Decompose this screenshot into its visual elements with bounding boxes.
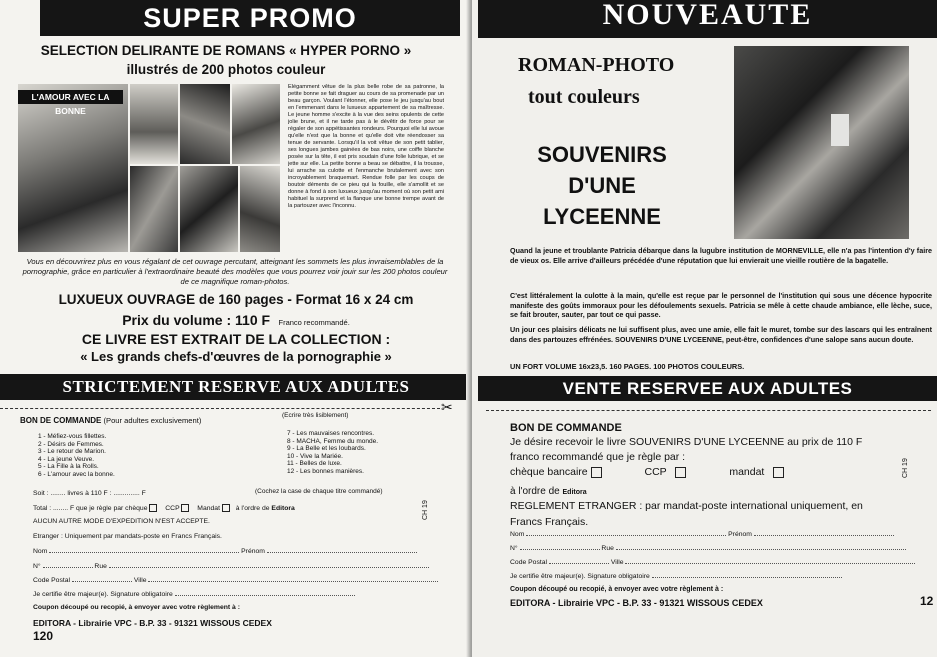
ccp-checkbox[interactable] <box>181 504 189 512</box>
right-code: CH 19 <box>902 458 909 478</box>
price: Prix du volume : 110 F <box>122 312 271 328</box>
city-field[interactable] <box>510 559 930 566</box>
cover-photo <box>734 46 909 239</box>
description-paragraph-1: Quand la jeune et troublante Patricia débarque dans la lugubre institution de MORNEVILLE, elle n'a pas l'intention d'y faire de vieux os. Elle arrive d'ailleurs précédée d'une réputation que lui envierait une vieille routière de la bagatelle. <box>510 246 932 265</box>
photo-novel-type: ROMAN-PHOTO <box>518 54 675 76</box>
payment-options <box>510 466 784 478</box>
certify-label: Je certifie être majeur(e). Signature obligatoire <box>510 573 650 580</box>
list-item[interactable]: 11 - Belles de luxe. <box>287 460 342 467</box>
total-label: Total : ........ F que je règle par chèque <box>33 504 148 512</box>
name-field[interactable] <box>510 531 930 538</box>
no-other-method: AUCUN AUTRE MODE D'EXPEDITION N'EST ACCEPTE. <box>33 518 210 525</box>
scissors-icon: ✂ <box>441 399 453 415</box>
photo-novel-color: tout couleurs <box>528 86 640 108</box>
list-item[interactable]: 6 - L'amour avec la bonne. <box>38 470 115 478</box>
name-field[interactable] <box>33 548 458 555</box>
cheque-checkbox[interactable] <box>591 467 602 478</box>
list-item[interactable]: 9 - La Belle et les loubards. <box>287 445 366 452</box>
photo-caption-bar: L'AMOUR AVEC LA BONNE <box>18 90 123 104</box>
ccp-label: CCP <box>165 504 180 512</box>
price-note: Franco recommandé. <box>278 318 350 327</box>
foreign-currency: Francs Français. <box>510 516 589 528</box>
story-summary: Élégamment vêtue de la plus belle robe de sa patronne, la petite bonne se fait draguer au cours de sa promenade par un beau garçon. Voulant l'étonner, elle pose le jeu jusqu'au bout en l'emmenant dans le luxueux appartement de sa maîtresse. Le jeune homme s'excite à la vue des seins opulents de cette jolie brune, et il ne tarde pas à le dévêtir de force pour se régaler de son appétissantes rondeurs. Pourquoi elle lui avoue qu'elle n'est que la bonne et qu'elle doit vite réendosser sa tenue de servante. Lorsqu'il la voit vêtue de son petit tablier, ses longues jambes gainées de bas noirs, une coiffe blanche posée sur la tête, il est pris soudain d'une folie lubrique, et se jette sur elle. La petite bonne a beau se débattre, il la trousse, lui arrache sa culotte et l'enmanche brutalement avec son incroyablement braquemart. Rendue folle par les coups de boutoir déments de ce pieu qui la fouille, elle s'amollit et se donne à fond à son luxueux jusqu'au moment où son petit ami habituel la surprend et la flanque une bonne trempe avant de la partouzer avec l'inconnu. <box>288 84 444 209</box>
name-label: Nom <box>33 548 48 555</box>
coupon-instructions: Coupon découpé ou recopié, à envoyer avec votre règlement à : <box>33 604 240 611</box>
order-of-line <box>510 486 587 497</box>
postal-code-label: Code Postal <box>33 577 71 584</box>
list-item[interactable]: 7 - Les mauvaises rencontres. <box>287 430 375 437</box>
book-title-line3: LYCEENNE <box>543 204 661 229</box>
list-item[interactable]: 5 - La Fille à la Rolls. <box>38 463 99 470</box>
number-label: N° <box>33 563 41 570</box>
book-title-line2: D'UNE <box>568 173 636 198</box>
order-form-subtitle: (Pour adultes exclusivement) <box>103 416 202 425</box>
street-label: Rue <box>94 563 107 570</box>
payment-line <box>33 504 295 512</box>
certify-line[interactable] <box>510 573 930 580</box>
description-paragraph-3: Un jour ces plaisirs délicats ne lui suffisent plus, avec une amie, elle fait le muret, tombe sur des lascars qui les entraînent dans des partouzes effrénées. SOUVENIRS D'UNE LYCEENNE, peut-être, confidences d'une salope sans aucun doute. <box>510 325 932 344</box>
street-label: Rue <box>601 545 614 552</box>
editora-address: EDITORA - Librairie VPC - B.P. 33 - 91321 WISSOUS CEDEX <box>33 618 272 628</box>
cheque-checkbox[interactable] <box>149 504 157 512</box>
collection-name: « Les grands chefs-d'œuvres de la pornographie » <box>80 349 392 364</box>
luxe-format: LUXUEUX OUVRAGE de 160 pages - Format 16 x 24 cm <box>58 292 414 307</box>
number-label: N° <box>510 545 518 552</box>
page-number: 12 <box>920 594 934 608</box>
editora-address: EDITORA - Librairie VPC - B.P. 33 - 91321 WISSOUS CEDEX <box>510 598 763 608</box>
photo-2 <box>130 84 178 164</box>
headline: SELECTION DELIRANTE DE ROMANS « HYPER PORNO » <box>40 43 412 58</box>
description-paragraph-2: C'est littéralement la culotte à la main, qu'elle est reçue par le personnel de l'institution qui sous une décence hypocrite manifeste des goûts immoraux pour les défoulements sexuels. Patricia se mêle à cette chaude ambiance, elle lèche, suce, se fait brouter, sauter, par tout ce qui passe. <box>510 291 932 319</box>
order-of-label: à l'ordre de <box>235 504 270 512</box>
photo-7 <box>240 166 280 252</box>
list-item[interactable]: 10 - Vive la Mariée. <box>287 452 343 460</box>
list-item[interactable]: 12 - Les bonnes manières. <box>287 467 364 475</box>
write-clearly-note: (Ecrire très lisiblement) <box>282 412 349 419</box>
certify-line[interactable] <box>33 591 458 598</box>
name-label: Nom <box>510 531 525 538</box>
certify-label: Je certifie être majeur(e). Signature obligatoire <box>33 591 173 598</box>
list-item[interactable]: 2 - Désirs de Femmes. <box>38 440 104 448</box>
postal-code-label: Code Postal <box>510 559 548 566</box>
censor-block <box>831 114 849 146</box>
mandat-label: mandat <box>729 466 765 478</box>
coupon-instructions: Coupon découpé ou recopié, à envoyer avec votre règlement à : <box>510 586 724 593</box>
order-form-header <box>20 416 201 425</box>
nouveaute-banner: NOUVEAUTE <box>478 0 937 38</box>
foreign-payment: Etranger : Uniquement par mandats-poste en Francs Français. <box>33 533 222 540</box>
city-label: Ville <box>610 559 624 566</box>
ccp-checkbox[interactable] <box>675 467 686 478</box>
order-form-title: BON DE COMMANDE <box>510 422 622 434</box>
list-item[interactable]: 3 - Le retour de Marion. <box>38 448 106 455</box>
right-page <box>472 0 937 657</box>
editora-label: Editora <box>271 504 295 512</box>
firstname-label: Prénom <box>728 531 752 538</box>
adults-only-banner: STRICTEMENT RESERVE AUX ADULTES <box>0 374 472 400</box>
ccp-label: CCP <box>644 466 667 478</box>
book-title-line1: SOUVENIRS <box>537 142 667 167</box>
editora-label: Editora <box>562 489 587 496</box>
code-label: CH 19 <box>422 500 429 520</box>
page-number: 120 <box>33 629 54 643</box>
cut-line <box>486 410 931 411</box>
volume-details: UN FORT VOLUME 16x23,5. 160 PAGES. 100 PHOTOS COULEURS. <box>510 362 745 371</box>
mandat-checkbox[interactable] <box>773 467 784 478</box>
mandat-checkbox[interactable] <box>222 504 230 512</box>
cheque-label: chèque bancaire <box>510 466 588 478</box>
photo-collage <box>18 84 280 252</box>
firstname-label: Prénom <box>241 548 265 555</box>
list-item[interactable]: 8 - MACHA, Femme du monde. <box>287 437 379 445</box>
quantity-line[interactable]: Soit : ........ livres à 110 F : .............. F <box>33 490 146 497</box>
order-of-label: à l'ordre de <box>510 486 560 497</box>
price-line <box>0 312 472 330</box>
titles-list-left <box>38 433 115 478</box>
subheadline: illustrés de 200 photos couleur <box>126 62 326 77</box>
adult-sale-banner: VENTE RESERVEE AUX ADULTES <box>478 376 937 401</box>
titles-list-right <box>287 430 378 475</box>
order-desire: Je désire recevoir le livre SOUVENIRS D'UNE LYCEENNE au prix de 110 F <box>510 436 863 448</box>
super-promo-banner: SUPER PROMO <box>40 0 460 36</box>
city-label: Ville <box>133 577 147 584</box>
collection-label: CE LIVRE EST EXTRAIT DE LA COLLECTION : <box>81 331 391 347</box>
photo-4 <box>232 84 280 164</box>
address-field[interactable] <box>33 563 458 570</box>
cut-line <box>0 408 440 409</box>
intro-paragraph: Vous en découvrirez plus en vous régalant de cet ouvrage percutant, atteignant les sommets les plus invraisemblables de la pornographie, grâce en particulier à l'extraordinaire beauté des modèles que vous pourrez voir jouir sur les 200 photos couleur de ce magnifique roman-photos. <box>22 257 448 286</box>
photo-5 <box>130 166 178 252</box>
photo-3 <box>180 84 230 164</box>
order-franco: franco recommandé que je règle par : <box>510 451 686 463</box>
order-form-title: BON DE COMMANDE <box>20 416 102 425</box>
check-titles-note: (Cochez la case de chaque titre commandé) <box>255 488 383 495</box>
photo-6 <box>180 166 238 252</box>
list-item[interactable]: 1 - Méfiez-vous fillettes. <box>38 433 107 440</box>
foreign-payment: REGLEMENT ETRANGER : par mandat-poste international uniquement, en <box>510 500 863 512</box>
city-field[interactable] <box>33 577 458 584</box>
list-item[interactable]: 4 - La jeune Veuve. <box>38 455 95 463</box>
mandat-label: Mandat <box>197 504 220 512</box>
address-field[interactable] <box>510 545 930 552</box>
